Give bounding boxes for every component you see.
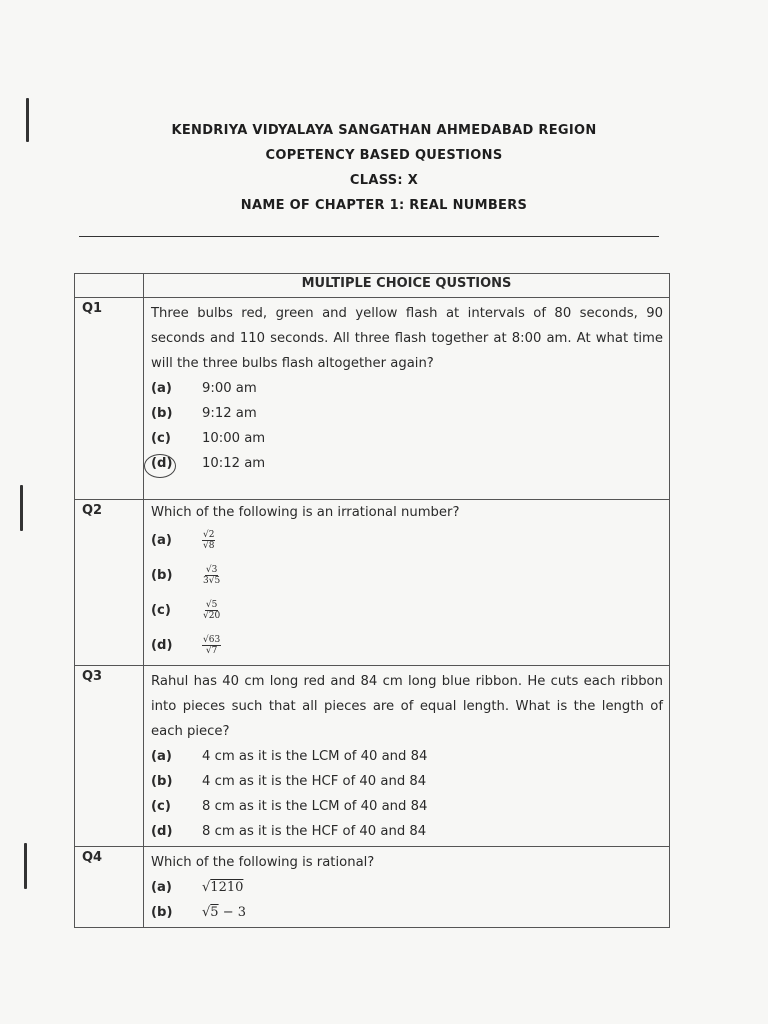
option-a: (a) 4 cm as it is the LCM of 40 and 84 xyxy=(151,749,428,764)
punch-hole-mark-middle xyxy=(20,485,23,531)
header-line-region: KENDRIYA VIDYALAYA SANGATHAN AHMEDABAD REGION xyxy=(171,123,597,138)
question-number: Q4 xyxy=(75,847,144,928)
option-b: (b) $\frac{√3}{3√5}$ xyxy=(151,565,221,586)
option-a: (a) 9:00 am xyxy=(151,381,257,396)
punch-hole-mark-bottom xyxy=(24,843,27,889)
header-line-chapter: NAME OF CHAPTER 1: REAL NUMBERS xyxy=(240,198,528,213)
question-number: Q2 xyxy=(75,500,144,666)
question-number: Q1 xyxy=(75,298,144,500)
option-d: (d) $\frac{√63}{√7}$ xyxy=(151,635,221,656)
fraction: $\frac{√63}{√7}$ xyxy=(203,635,221,656)
question-text: Which of the following is rational? xyxy=(151,855,375,870)
question-body xyxy=(144,298,670,500)
question-text: Which of the following is an irrational number? xyxy=(151,505,460,520)
question-row-q2 xyxy=(75,500,670,666)
question-body xyxy=(144,666,670,847)
option-a: (a) $\frac{√2}{√8}$ xyxy=(151,530,215,551)
question-row-q1 xyxy=(75,298,670,500)
question-text: Rahul has 40 cm long red and 84 cm long blue ribbon. He cuts each ribbon into pieces such that all pieces are of equal length. What is the length of each piece? xyxy=(151,674,663,739)
fraction: $\frac{√5}{√20}$ xyxy=(203,600,221,621)
option-d-circled: (d) 10:12 am xyxy=(151,456,266,471)
handwritten-circle-mark: (d) xyxy=(151,456,173,471)
question-row-q3 xyxy=(75,666,670,847)
table-heading: MULTIPLE CHOICE QUSTIONS xyxy=(144,274,670,298)
question-number: Q3 xyxy=(75,666,144,847)
option-b: (b) √5 − 3 xyxy=(151,900,663,925)
question-body xyxy=(144,500,670,666)
option-c: (c) $\frac{√5}{√20}$ xyxy=(151,600,221,621)
question-body xyxy=(144,847,670,928)
mcq-table xyxy=(74,273,670,928)
option-c: (c) 10:00 am xyxy=(151,431,266,446)
header-line-class: CLASS: X xyxy=(349,173,419,188)
question-text: Three bulbs red, green and yellow flash at intervals of 80 seconds, 90 seconds and 110 seconds. All three flash together at 8:00 am. At what time will the three bulbs flash altogether again? xyxy=(151,306,663,371)
option-c: (c) 8 cm as it is the LCM of 40 and 84 xyxy=(151,799,428,814)
fraction: $\frac{√2}{√8}$ xyxy=(203,530,215,551)
fraction: $\frac{√3}{3√5}$ xyxy=(203,565,221,586)
question-row-q4 xyxy=(75,847,670,928)
square-root-expression: √5 − 3 xyxy=(202,905,247,920)
option-a: (a) √1210 xyxy=(151,875,663,900)
heading-blank-cell xyxy=(75,274,144,298)
option-b: (b) 4 cm as it is the HCF of 40 and 84 xyxy=(151,774,427,789)
option-d: (d) 8 cm as it is the HCF of 40 and 84 xyxy=(151,824,427,839)
option-b: (b) 9:12 am xyxy=(151,406,257,421)
square-root-expression: √1210 xyxy=(202,880,244,895)
header-divider xyxy=(79,236,659,237)
header-line-title: COPETENCY BASED QUESTIONS xyxy=(265,148,503,163)
table-heading-row xyxy=(75,274,670,298)
